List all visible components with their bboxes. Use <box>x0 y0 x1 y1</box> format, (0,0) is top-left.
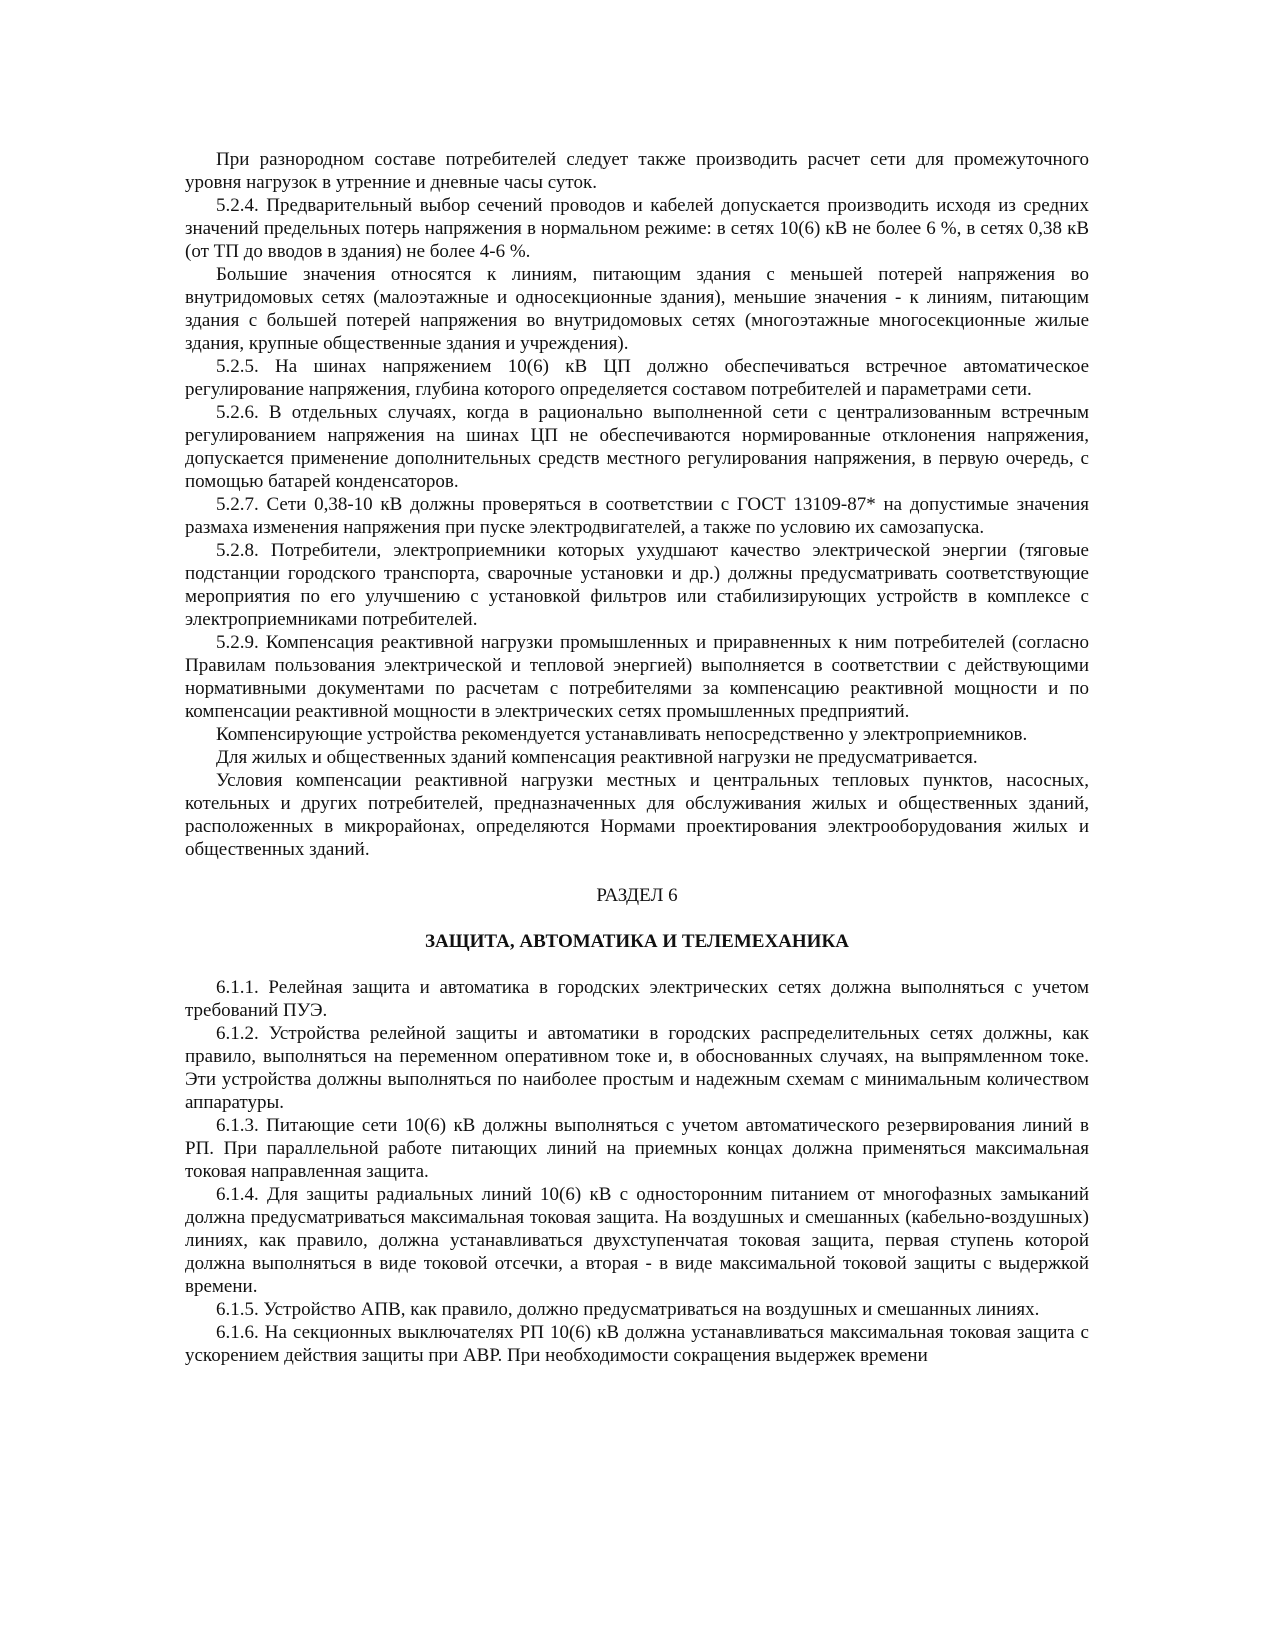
paragraph-5-2-7: 5.2.7. Сети 0,38-10 кВ должны проверяться в соответствии с ГОСТ 13109-87* на допустимые значения размаха изменения напряжения при пуске электродвигателей, а также по условию их самозапуска. <box>185 494 1089 538</box>
section-label: РАЗДЕЛ 6 <box>596 885 678 906</box>
paragraph-5-2-5: 5.2.5. На шинах напряжением 10(6) кВ ЦП должно обеспечиваться встречное автоматическое регулирование напряжения, глубина которого определяется составом потребителей и параметрами сети. <box>185 356 1089 400</box>
paragraph-5-2-4: 5.2.4. Предварительный выбор сечений проводов и кабелей допускается производить исходя из средних значений предельных потерь напряжения в нормальном режиме: в сетях 10(6) кВ не более 6 %, в сетях 0,38 кВ (от ТП до вводов в здания) не более 4-6 %. <box>185 195 1089 262</box>
section-title: ЗАЩИТА, АВТОМАТИКА И ТЕЛЕМЕХАНИКА <box>425 931 849 952</box>
paragraph-6-1-1: 6.1.1. Релейная защита и автоматика в городских электрических сетях должна выполняться с учетом требований ПУЭ. <box>185 977 1089 1021</box>
paragraph-5-2-9: 5.2.9. Компенсация реактивной нагрузки промышленных и приравненных к ним потребителей (согласно Правилам пользования электрической и тепловой энергией) выполняется в соответствии с действующими нормативными документами по расчетам с потребителями за компенсацию реактивной мощности и по компенсации реактивной мощности в электрических сетях промышленных предприятий. <box>185 632 1089 722</box>
paragraph-6-1-4: 6.1.4. Для защиты радиальных линий 10(6) кВ с односторонним питанием от многофазных замыканий должна предусматриваться максимальная токовая защита. На воздушных и смешанных (кабельно-воздушных) линиях, как правило, должна устанавливаться двухступенчатая токовая защита, первая ступень которой должна выполняться в виде токовой отсечки, а вторая - в виде максимальной токовой защиты с выдержкой времени. <box>185 1184 1089 1297</box>
paragraph: При разнородном составе потребителей следует также производить расчет сети для промежуточного уровня нагрузок в утренние и дневные часы суток. <box>185 149 1089 193</box>
paragraph: Компенсирующие устройства рекомендуется устанавливать непосредственно у электроприемников. <box>216 724 1028 745</box>
document-page <box>185 148 1089 1367</box>
paragraph-5-2-6: 5.2.6. В отдельных случаях, когда в рационально выполненной сети с централизованным встречным регулированием напряжения на шинах ЦП не обеспечиваются нормированные отклонения напряжения, допускается применение дополнительных средств местного регулирования напряжения, в первую очередь, с помощью батарей конденсаторов. <box>185 402 1089 492</box>
paragraph-6-1-6: 6.1.6. На секционных выключателях РП 10(6) кВ должна устанавливаться максимальная токовая защита с ускорением действия защиты при АВР. При необходимости сокращения выдержек времени <box>185 1322 1089 1366</box>
paragraph-6-1-5: 6.1.5. Устройство АПВ, как правило, должно предусматриваться на воздушных и смешанных линиях. <box>216 1299 1040 1320</box>
paragraph-6-1-2: 6.1.2. Устройства релейной защиты и автоматики в городских распределительных сетях должны, как правило, выполняться на переменном оперативном токе и, в обоснованных случаях, на выпрямленном токе. Эти устройства должны выполняться по наиболее простым и надежным схемам с минимальным количеством аппаратуры. <box>185 1023 1089 1113</box>
paragraph: Большие значения относятся к линиям, питающим здания с меньшей потерей напряжения во внутридомовых сетях (малоэтажные и односекционные здания), меньшие значения - к линиям, питающим здания с большей потерей напряжения во внутридомовых сетях (многоэтажные многосекционные жилые здания, крупные общественные здания и учреждения). <box>185 264 1089 354</box>
paragraph: Для жилых и общественных зданий компенсация реактивной нагрузки не предусматривается. <box>216 747 978 768</box>
paragraph-5-2-8: 5.2.8. Потребители, электроприемники которых ухудшают качество электрической энергии (тяговые подстанции городского транспорта, сварочные установки и др.) должны предусматривать соответствующие мероприятия по его улучшению с установкой фильтров или стабилизирующих устройств в комплексе с электроприемниками потребителей. <box>185 540 1089 630</box>
paragraph: Условия компенсации реактивной нагрузки местных и центральных тепловых пунктов, насосных, котельных и других потребителей, предназначенных для обслуживания жилых и общественных зданий, расположенных в микрорайонах, определяются Нормами проектирования электрооборудования жилых и общественных зданий. <box>185 770 1089 860</box>
paragraph-6-1-3: 6.1.3. Питающие сети 10(6) кВ должны выполняться с учетом автоматического резервирования линий в РП. При параллельной работе питающих линий на приемных концах должна применяться максимальная токовая направленная защита. <box>185 1115 1089 1182</box>
